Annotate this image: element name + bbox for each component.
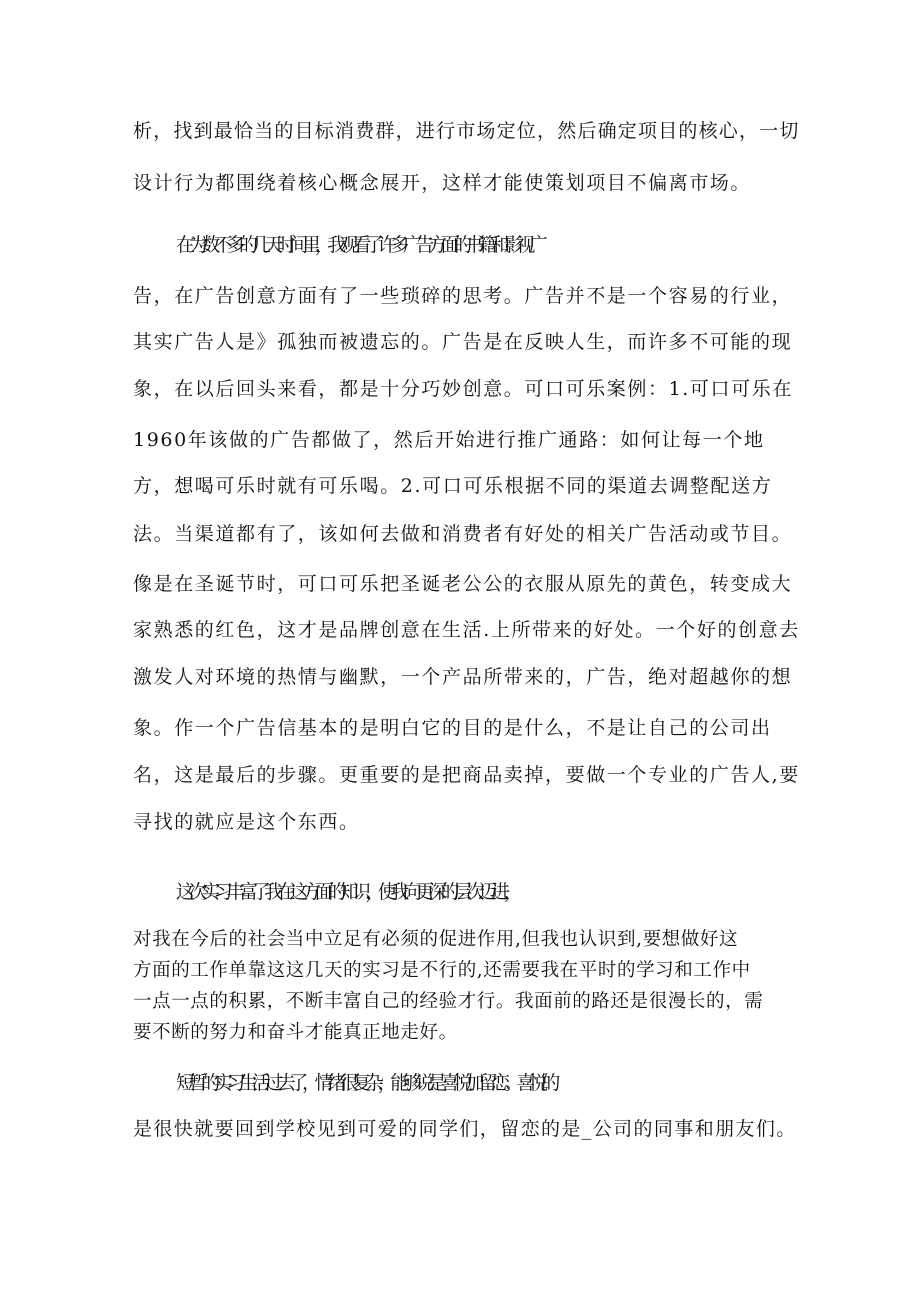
paragraph-2-line-3: 其实广告人是》孤独而被遗忘的。广告是在反映人生，而许多不可能的现: [133, 331, 793, 353]
paragraph-2-line-7: 法。当渠道都有了，该如何去做和消费者有好处的相关广告活动或节目。: [133, 523, 793, 545]
paragraph-4-line-2: 方面的工作单靠这这几天的实习是不行的,还需要我在平时的学习和工作中: [133, 960, 751, 981]
paragraph-5-line-1: 短暂的实习生活过去了，情绪很复杂，能够说是喜悦加留恋。喜悦的: [176, 1072, 555, 1094]
paragraph-2-line-8: 像是在圣诞节时，可口可乐把圣诞老公公的衣服从原先的黄色，转变成大: [133, 573, 793, 595]
paragraph-2-line-4: 象，在以后回头来看，都是十分巧妙创意。可口可乐案例：1.可口可乐在: [133, 378, 793, 400]
paragraph-2-line-11: 象。作一个广告信基本的是明白它的目的是什么，不是让自己的公司出: [133, 717, 772, 739]
paragraph-5-line-2: 是很快就要回到学校见到可爱的同学们，留恋的是_公司的同事和朋友们。: [133, 1118, 797, 1140]
paragraph-4-line-4: 要不断的努力和奋斗才能真正地走好。: [133, 1022, 458, 1043]
paragraph-2-line-1: 在为数不多的几天时间里，我观看了许多广告方面的书籍和影视广: [176, 234, 542, 256]
paragraph-2-line-10: 激发人对环境的热情与幽默，一个产品所带来的，广告，绝对超越你的想: [133, 666, 793, 688]
paragraph-3-line-1: 这次实习丰富了我在这方面的知识，使我向更深的层次迈进，: [176, 881, 517, 903]
paragraph-4-line-1: 对我在今后的社会当中立足有必须的促进作用,但我也认识到,要想做好这: [133, 929, 739, 950]
paragraph-1-line-2: 设计行为都围绕着核心概念展开，这样才能使策划项目不偏离市场。: [133, 172, 752, 194]
paragraph-2-line-9: 家熟悉的红色，这才是品牌创意在生活.上所带来的好处。一个好的创意去: [133, 619, 800, 641]
paragraph-2-line-5: 1960年该做的广告都做了，然后开始进行推广通路：如何让每一个地: [133, 429, 765, 451]
paragraph-2-line-12: 名，这是最后的步骤。更重要的是把商品卖掉，要做一个专业的广告人,要: [133, 764, 800, 786]
paragraph-1-line-1: 析，找到最恰当的目标消费群，进行市场定位，然后确定项目的核心，一切: [133, 120, 800, 142]
paragraph-4-line-3: 一点一点的积累，不断丰富自己的经验才行。我面前的路还是很漫长的，需: [133, 991, 764, 1012]
paragraph-2-line-13: 寻找的就应是这个东西。: [133, 811, 360, 833]
paragraph-2-line-6: 方，想喝可乐时就有可乐喝。2.可口可乐根据不同的渠道去调整配送方: [133, 475, 773, 497]
paragraph-2-line-2: 告，在广告创意方面有了一些琐碎的思考。广告并不是一个容易的行业，: [133, 285, 793, 307]
